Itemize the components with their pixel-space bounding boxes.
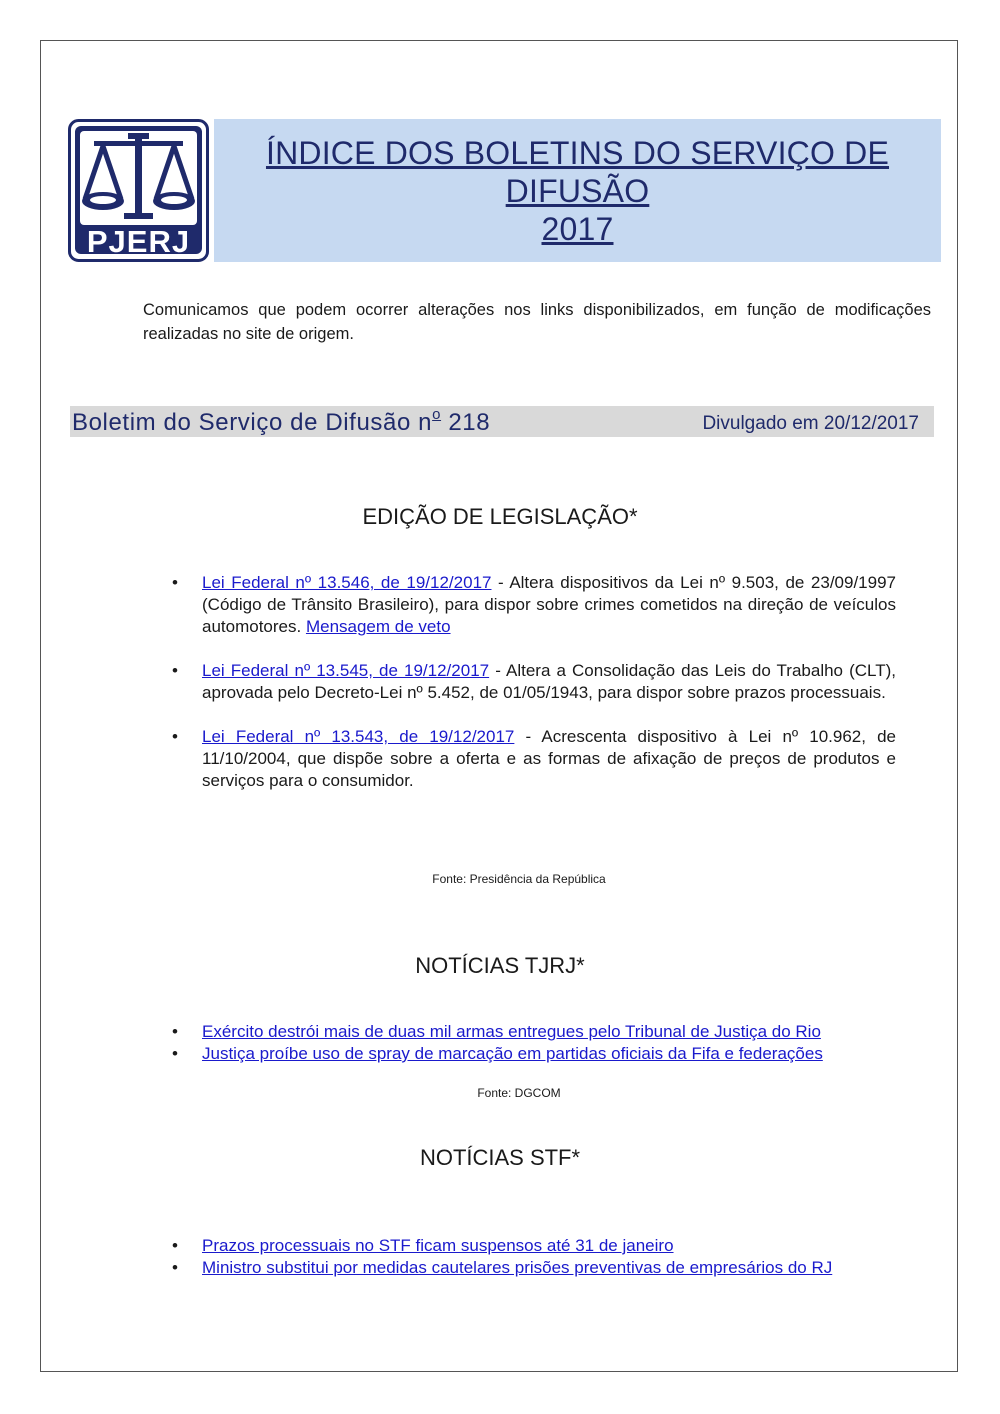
bulletin-number-value: 218 bbox=[448, 409, 491, 436]
list-item bbox=[172, 1235, 922, 1257]
bullet-icon: • bbox=[172, 1022, 178, 1041]
bullet-icon: • bbox=[172, 1236, 178, 1255]
list-item bbox=[172, 1257, 922, 1279]
notice-text: Comunicamos que podem ocorrer alterações nos links disponibilizados, em função de modificações realizadas no site de origem. bbox=[143, 301, 931, 343]
bullet-icon: • bbox=[172, 727, 178, 746]
news-link[interactable]: Ministro substitui por medidas cautelares prisões preventivas de empresários do RJ bbox=[202, 1258, 833, 1277]
source-legislacao: Fonte: Presidência da República bbox=[432, 872, 606, 886]
bulletin-number bbox=[72, 408, 490, 437]
list-item bbox=[172, 660, 896, 704]
legislacao-list bbox=[172, 572, 896, 792]
list-item bbox=[172, 1043, 922, 1065]
page-title-year: 2017 bbox=[541, 211, 614, 247]
section-title-legislacao: EDIÇÃO DE LEGISLAÇÃO* bbox=[362, 504, 638, 529]
veto-message-link[interactable]: Mensagem de veto bbox=[305, 617, 451, 636]
page-title-line2: DIFUSÃO bbox=[505, 173, 650, 209]
tjrj-news-list bbox=[172, 1021, 922, 1065]
bulletin-bar bbox=[70, 406, 934, 437]
list-item bbox=[172, 726, 896, 792]
bullet-icon: • bbox=[172, 661, 178, 680]
law-description: - Acrescenta dispositivo à Lei nº 10.962, de 11/10/2004, que dispõe sobre a oferta e as formas de afixação de preços de produtos e serviços para o consumidor. bbox=[202, 727, 896, 790]
law-link[interactable]: Lei Federal nº 13.545, de 19/12/2017 bbox=[202, 661, 490, 680]
pjerj-logo bbox=[68, 119, 209, 262]
bullet-icon: • bbox=[172, 1258, 178, 1277]
bulletin-superscript: o bbox=[432, 406, 442, 423]
bullet-icon: • bbox=[172, 1044, 178, 1063]
news-link[interactable]: Prazos processuais no STF ficam suspensos até 31 de janeiro bbox=[202, 1236, 674, 1255]
stf-news-list bbox=[172, 1235, 922, 1279]
bulletin-date: Divulgado em 20/12/2017 bbox=[702, 413, 919, 434]
list-item bbox=[172, 1021, 922, 1043]
law-link[interactable]: Lei Federal nº 13.543, de 19/12/2017 bbox=[202, 727, 515, 746]
law-description: - Altera dispositivos da Lei nº 9.503, de 23/09/1997 (Código de Trânsito Brasileiro), para dispor sobre crimes cometidos na direção de veículos automotores. bbox=[202, 573, 896, 636]
section-title-stf: NOTÍCIAS STF* bbox=[419, 1145, 581, 1170]
source-tjrj: Fonte: DGCOM bbox=[477, 1086, 561, 1100]
logo-text: PJERJ bbox=[86, 224, 191, 259]
law-description: - Altera a Consolidação das Leis do Trabalho (CLT), aprovada pelo Decreto-Lei nº 5.452, de 01/05/1943, para dispor sobre prazos processuais. bbox=[202, 661, 896, 702]
list-item bbox=[172, 572, 896, 638]
section-title-tjrj: NOTÍCIAS TJRJ* bbox=[415, 953, 585, 978]
bullet-icon: • bbox=[172, 573, 178, 592]
news-link[interactable]: Justiça proíbe uso de spray de marcação em partidas oficiais da Fifa e federações bbox=[202, 1044, 823, 1063]
bulletin-label: Boletim do Serviço de Difusão n bbox=[72, 409, 433, 436]
news-link[interactable]: Exército destrói mais de duas mil armas entregues pelo Tribunal de Justiça do Rio bbox=[202, 1022, 821, 1041]
law-link[interactable]: Lei Federal nº 13.546, de 19/12/2017 bbox=[202, 573, 492, 592]
title-box bbox=[214, 119, 941, 262]
page-title-line1: ÍNDICE DOS BOLETINS DO SERVIÇO DE bbox=[265, 135, 890, 171]
